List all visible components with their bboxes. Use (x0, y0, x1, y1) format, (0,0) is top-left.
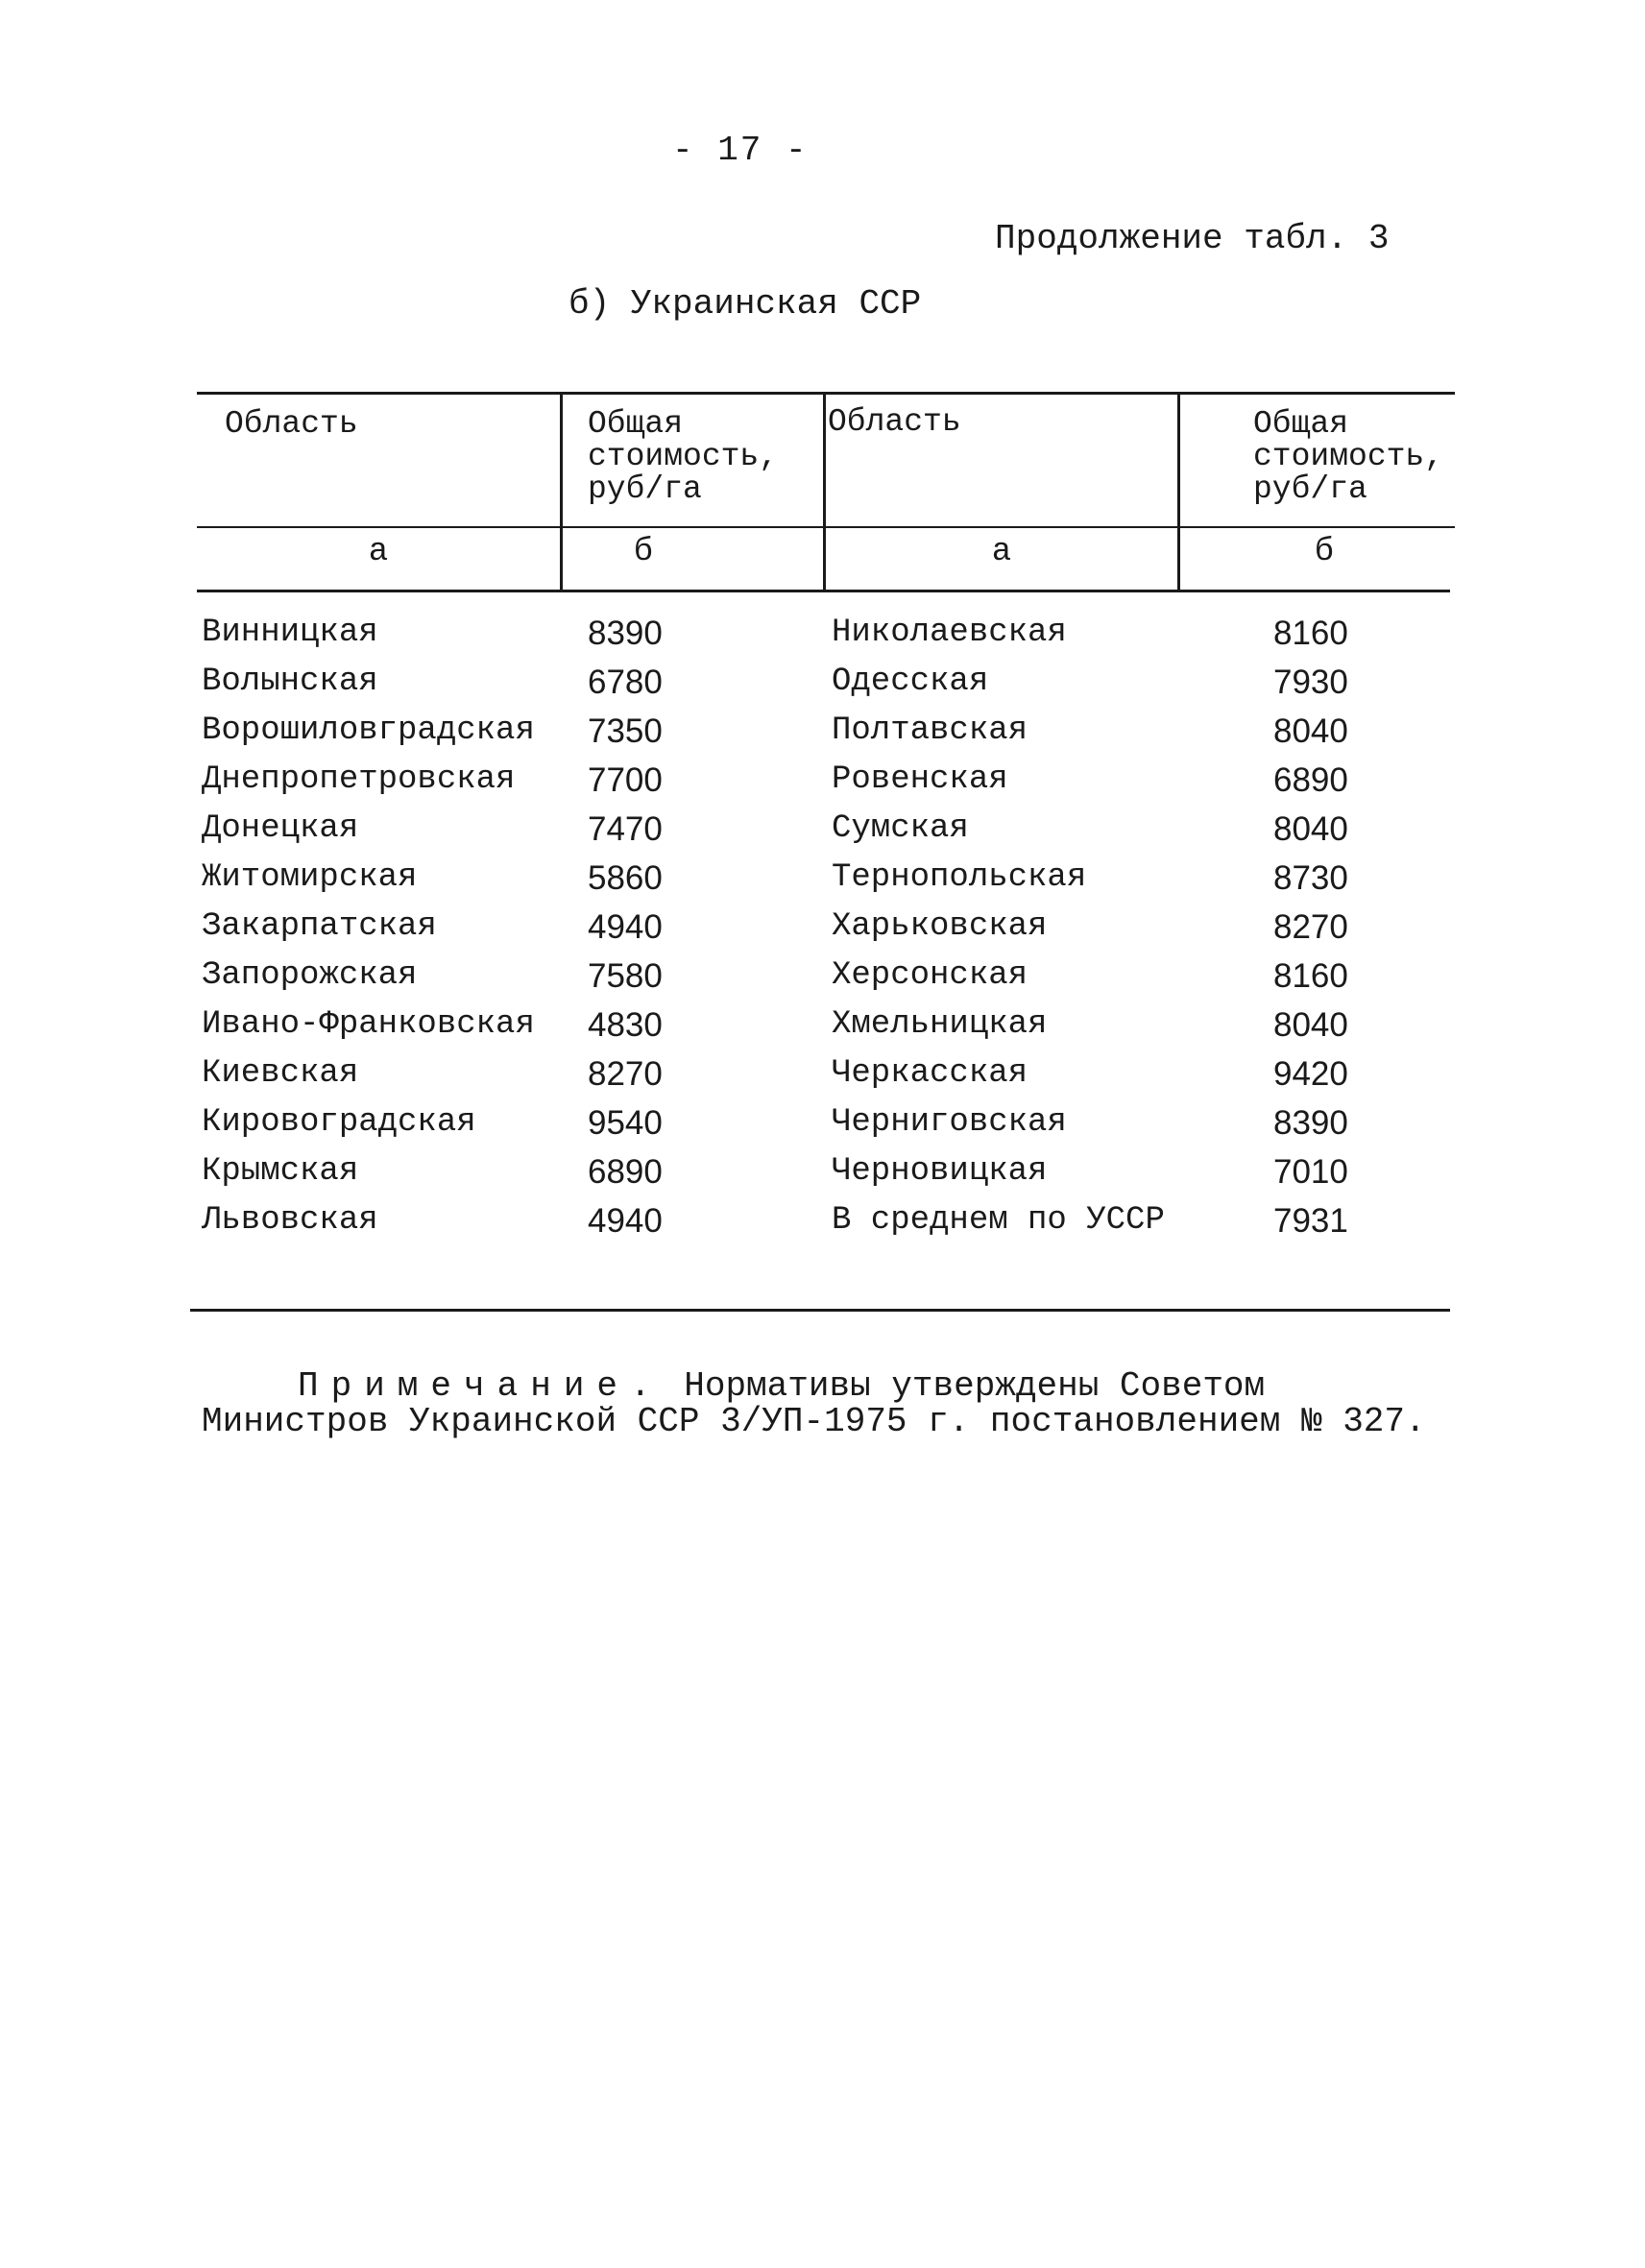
left-region-cell: Днепропетровская (202, 761, 516, 798)
left-cost-cell: 8390 (588, 615, 663, 652)
left-cost-cell: 6780 (588, 664, 663, 701)
subheader-a-left: а (368, 534, 389, 570)
note-lead: Примечание. (298, 1366, 664, 1406)
right-cost-cell: 7931 (1273, 1202, 1348, 1240)
note-text: Нормативы утверждены Советом Министров Украинской ССР 3/УП-1975 г. постановлением № 327. (202, 1366, 1426, 1441)
right-region-cell: В среднем по УССР (832, 1202, 1165, 1239)
left-cost-cell: 4940 (588, 1202, 663, 1240)
right-region-cell: Харьковская (832, 908, 1048, 945)
left-cost-cell: 6890 (588, 1153, 663, 1191)
left-cost-cell: 5860 (588, 859, 663, 897)
left-region-cell: Закарпатская (202, 908, 437, 945)
right-region-cell: Николаевская (832, 615, 1067, 651)
left-region-cell: Кировоградская (202, 1104, 476, 1141)
right-region-cell: Черновицкая (832, 1153, 1048, 1190)
right-cost-cell: 6890 (1273, 761, 1348, 799)
left-cost-cell: 7700 (588, 761, 663, 799)
left-region-cell: Киевская (202, 1055, 359, 1092)
right-cost-cell: 7010 (1273, 1153, 1348, 1191)
left-cost-cell: 9540 (588, 1104, 663, 1142)
header-region-right: Область (828, 404, 961, 440)
right-cost-cell: 8040 (1273, 1006, 1348, 1044)
left-cost-cell: 7470 (588, 810, 663, 848)
table-bottom-rule (190, 1309, 1450, 1312)
right-region-cell: Херсонская (832, 957, 1028, 994)
table-subtitle: б) Украинская ССР (568, 284, 922, 324)
right-region-cell: Сумская (832, 810, 969, 847)
right-region-cell: Черниговская (832, 1104, 1067, 1141)
subheader-b-left: б (633, 534, 654, 570)
subheader-b-right: б (1314, 534, 1335, 570)
right-region-cell: Ровенская (832, 761, 1008, 798)
right-cost-cell: 9420 (1273, 1055, 1348, 1093)
left-region-cell: Волынская (202, 664, 378, 700)
right-region-cell: Черкасская (832, 1055, 1028, 1092)
header-cost-left: Общая стоимость, руб/га (588, 406, 779, 507)
left-region-cell: Крымская (202, 1153, 359, 1190)
left-cost-cell: 8270 (588, 1055, 663, 1093)
header-region-left: Область (225, 406, 358, 442)
right-cost-cell: 8160 (1273, 615, 1348, 652)
page-number: - 17 - (672, 131, 809, 170)
left-cost-cell: 7350 (588, 712, 663, 750)
left-region-cell: Львовская (202, 1202, 378, 1239)
right-cost-cell: 8160 (1273, 957, 1348, 995)
left-region-cell: Винницкая (202, 615, 378, 651)
left-region-cell: Ивано-Франковская (202, 1006, 535, 1043)
right-cost-cell: 8270 (1273, 908, 1348, 946)
left-region-cell: Запорожская (202, 957, 418, 994)
left-cost-cell: 4830 (588, 1006, 663, 1044)
right-cost-cell: 8730 (1273, 859, 1348, 897)
right-cost-cell: 8390 (1273, 1104, 1348, 1142)
right-cost-cell: 7930 (1273, 664, 1348, 701)
right-cost-cell: 8040 (1273, 810, 1348, 848)
table-top-rule (197, 392, 1455, 395)
right-region-cell: Тернопольская (832, 859, 1087, 896)
table-continuation-label: Продолжение табл. 3 (995, 219, 1390, 258)
table-note (202, 1368, 1469, 1439)
right-region-cell: Полтавская (832, 712, 1028, 749)
left-cost-cell: 7580 (588, 957, 663, 995)
left-region-cell: Донецкая (202, 810, 359, 847)
left-region-cell: Житомирская (202, 859, 418, 896)
header-cost-right: Общая стоимость, руб/га (1253, 406, 1444, 507)
subheader-a-right: а (991, 534, 1012, 570)
left-cost-cell: 4940 (588, 908, 663, 946)
left-region-cell: Ворошиловградская (202, 712, 535, 749)
header-bottom-rule (197, 526, 1455, 528)
right-cost-cell: 8040 (1273, 712, 1348, 750)
right-region-cell: Хмельницкая (832, 1006, 1048, 1043)
right-region-cell: Одесская (832, 664, 989, 700)
